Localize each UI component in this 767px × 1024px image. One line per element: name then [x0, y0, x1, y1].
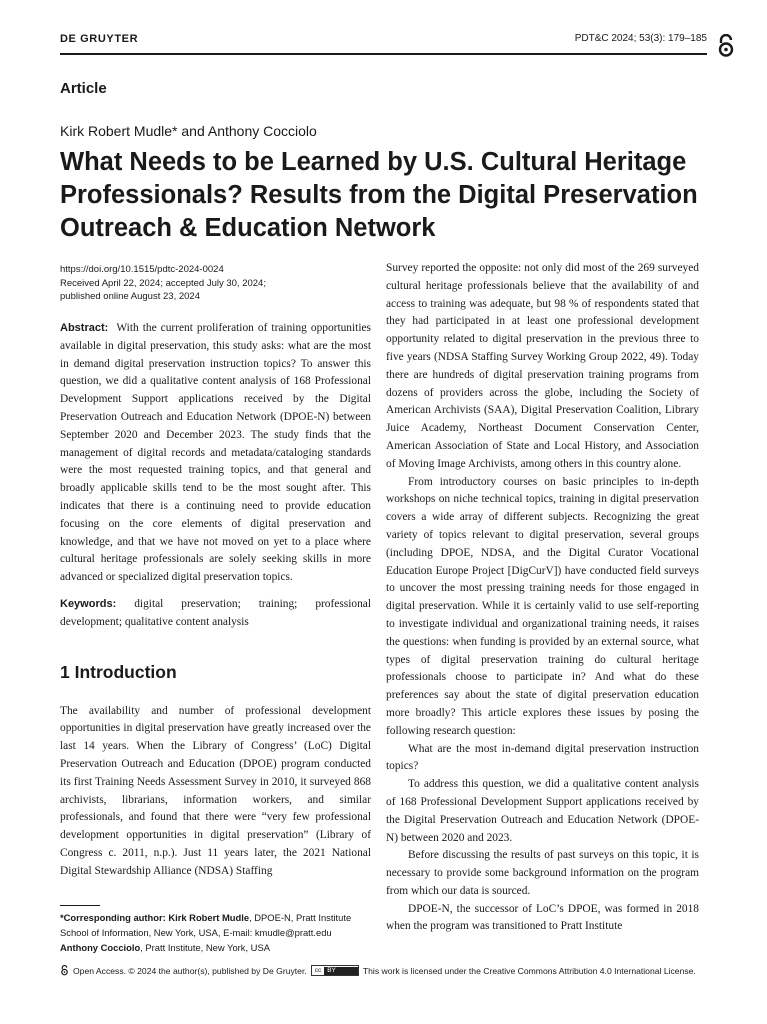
doi-link[interactable]: https://doi.org/10.1515/pdtc-2024-0024 — [60, 264, 224, 275]
open-access-icon — [716, 34, 736, 58]
footnote-rule — [60, 905, 100, 906]
research-question: What are the most in-demand digital preservation instruction topics? — [386, 742, 699, 773]
corresponding-author-affiliation: , DPOE-N, Pratt Institute School of Information, New York, USA, E-mail: kmudle@pratt.edu — [60, 912, 352, 938]
keywords-text: digital preservation; training; professional development; qualitative content analysis — [60, 597, 371, 628]
keywords — [60, 596, 371, 632]
body-paragraph: From introductory courses on basic principles to in-depth workshops on niche technical topics, training in digital preservation covers a wide array of different subjects. Recognizing the great variety of topics relevant to digital preservation, several groups (including DPOE, NDSA, and the Digital Curator Vocational Education Europe Project [DigCurV]) have conducted field surveys to uncover the most pressing training needs for those engaged in digital preservation. While it is certainly valid to use self-reporting to investigate individual and organizational training needs, it raises the questions: when funding is provided by an external source, what types of digital preservation training do cultural heritage professionals choose to participate in? And what do these preferences say about the state of digital preservation education more broadly? This article explores these issues by posing the following research question: — [386, 475, 699, 737]
body-paragraph: Before discussing the results of past surveys on this topic, it is necessary to provide some background information on the program from which our data is sourced. — [386, 849, 699, 897]
article-title: What Needs to be Learned by U.S. Cultural Heritage Professionals? Results from the Digital Preservation Outreach & Education Network — [60, 148, 698, 242]
license-footer — [60, 965, 720, 976]
coauthor-name: Anthony Cocciolo — [60, 942, 141, 953]
journal-publisher: DE GRUYTER — [60, 33, 139, 45]
article-metadata — [60, 263, 380, 304]
received-dates: Received April 22, 2024; accepted July 30, 2024; — [60, 277, 266, 289]
abstract — [60, 320, 371, 587]
abstract-text: With the current proliferation of training opportunities available in digital preservation, this study asks: what are the most in demand digital preservation instruction topics? To answer this question, we did a qualitative content analysis of 168 Professional Development Support applications received by the Digital Preservation Outreach and Education Network (DPOE-N) between September 2020 and December 2023. The study finds that the management of digital records and metadata/cataloging standards were the most requested training topics, and that general and broadly applicable skills tend to be the most sought after. This indicates that there is a continuing need to provide education focusing on the core elements of digital preservation and knowledge, and that we have not moved on yet to a place where cultural heritage professionals are solely seeking skills in more advanced or specialized digital preservation topics. — [60, 322, 371, 584]
header-rule — [60, 53, 707, 55]
open-access-small-icon — [60, 965, 69, 976]
license-text: This work is licensed under the Creative Commons Attribution 4.0 International License. — [362, 965, 696, 976]
footnote — [60, 910, 380, 955]
published-date: published online August 23, 2024 — [60, 291, 200, 302]
keywords-label: Keywords: — [60, 597, 117, 610]
article-type: Article — [60, 80, 107, 97]
body-paragraph: Survey reported the opposite: not only did most of the 269 surveyed cultural heritage professionals believe that the availability of and access to training was adequate, but 98 % of respondents stated that they had participated in at least one professional development opportunity related to digital preservation in the previous three to five years (NDSA Staffing Survey Working Group 2022, 49). Today there are hundreds of digital preservation training programs from dozens of providers across the globe, including the Society of American Archivists (SAA), Digital Preservation Coalition, Library Juice Academy, Northeast Document Conservation Center, American Association of State and Local History, and Association of Moving Image Archivists, among others in this country alone. — [386, 262, 699, 470]
journal-citation: PDT&C 2024; 53(3): 179–185 — [574, 33, 707, 44]
cc-badge-by: BY — [324, 967, 358, 975]
intro-paragraph: The availability and number of professional development opportunities in digital preservation have greatly increased over the last 14 years. When the Library of Congress’ (LoC) Digital Preservation Outreach and Education (DPOE) program conducted its first Training Needs Assessment Survey in 2010, it surveyed 868 archivists, librarians, information workers, and similar professionals, and found that there were “very few professional development opportunities in digital preservation” (Library of Congress c. 2011, n.p.). Just 11 years later, the 2021 National Digital Stewardship Alliance (NDSA) Staffing — [60, 704, 371, 877]
cc-by-badge[interactable] — [311, 965, 359, 976]
cc-badge-label: cc — [314, 966, 322, 974]
corresponding-author-label: *Corresponding author: Kirk Robert Mudle — [60, 912, 250, 923]
abstract-label: Abstract: — [60, 322, 109, 334]
section-heading: 1 Introduction — [60, 661, 177, 682]
left-column — [60, 320, 371, 881]
author-list: Kirk Robert Mudle* and Anthony Cocciolo — [60, 123, 317, 139]
body-paragraph: To address this question, we did a qualitative content analysis of 168 Professional Development Support applications received by the Digital Preservation Outreach and Education Network (DPOE-N) between 2020 and 2023. — [386, 778, 699, 844]
open-access-statement: Open Access. © 2024 the author(s), published by De Gruyter. — [73, 965, 307, 976]
body-paragraph: DPOE-N, the successor of LoC’s DPOE, was formed in 2018 when the program was transitioned to Pratt Institute — [386, 902, 699, 933]
right-column — [386, 260, 699, 936]
coauthor-affiliation: , Pratt Institute, New York, USA — [140, 942, 270, 953]
